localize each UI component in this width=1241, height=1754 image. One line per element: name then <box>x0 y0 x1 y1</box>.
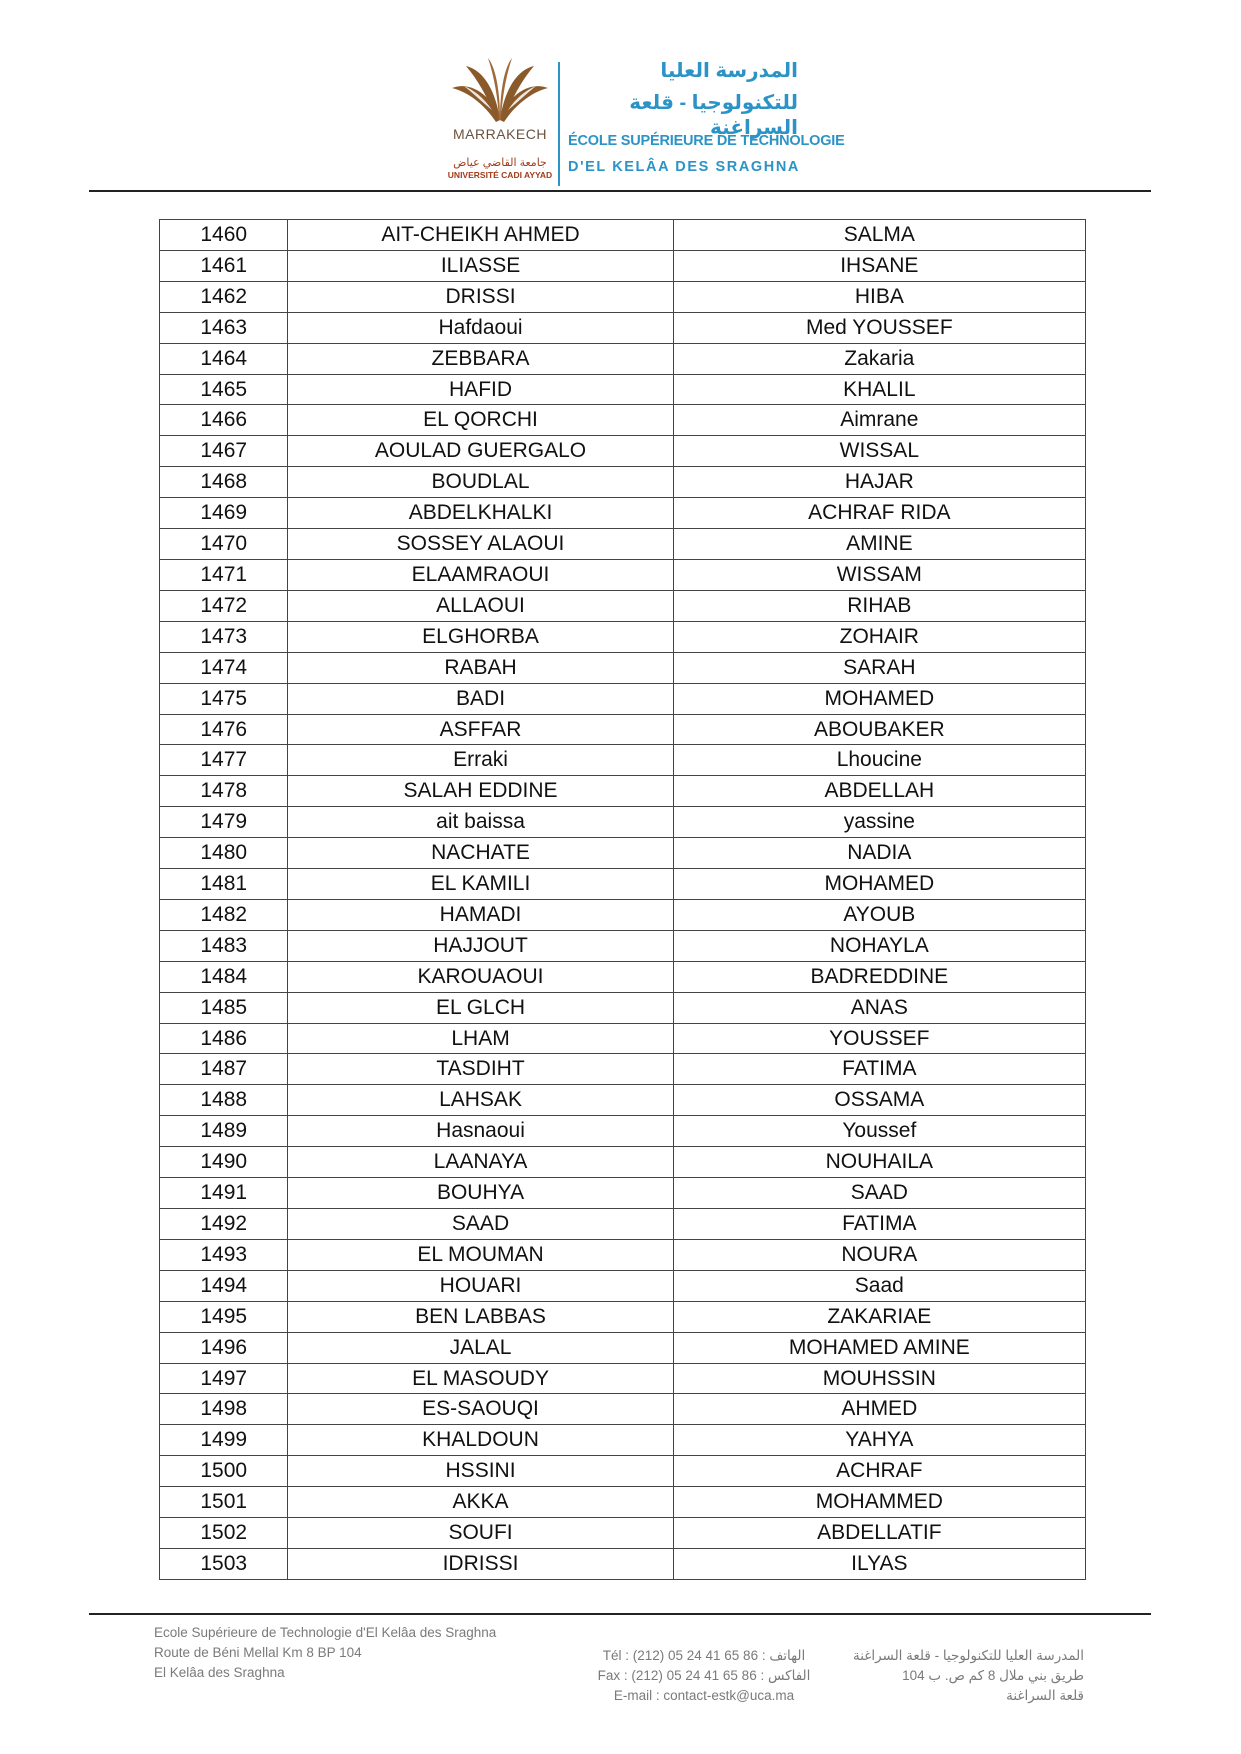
table-row <box>160 714 1086 745</box>
table-row <box>160 1487 1086 1518</box>
table-row <box>160 992 1086 1023</box>
first-name-cell: ACHRAF RIDA <box>673 498 1085 529</box>
row-number-cell: 1494 <box>160 1270 288 1301</box>
last-name-cell: EL GLCH <box>288 992 673 1023</box>
first-name-cell: HIBA <box>673 281 1085 312</box>
last-name-cell: KHALDOUN <box>288 1425 673 1456</box>
table-row <box>160 1548 1086 1579</box>
row-number-cell: 1460 <box>160 220 288 251</box>
row-number-cell: 1485 <box>160 992 288 1023</box>
last-name-cell: HAJJOUT <box>288 930 673 961</box>
school-name-french-line1: ÉCOLE SUPÉRIEURE DE TECHNOLOGIE <box>568 133 845 149</box>
row-number-cell: 1492 <box>160 1209 288 1240</box>
last-name-cell: SOSSEY ALAOUI <box>288 529 673 560</box>
school-name-arabic-line1: المدرسة العليا <box>660 60 798 82</box>
table-row <box>160 220 1086 251</box>
last-name-cell: SALAH EDDINE <box>288 776 673 807</box>
row-number-cell: 1487 <box>160 1054 288 1085</box>
row-number-cell: 1465 <box>160 374 288 405</box>
row-number-cell: 1472 <box>160 590 288 621</box>
first-name-cell: FATIMA <box>673 1054 1085 1085</box>
logo-university-text: UNIVERSITÉ CADI AYYAD <box>447 170 553 180</box>
last-name-cell: HOUARI <box>288 1270 673 1301</box>
footer-road: Route de Béni Mellal Km 8 BP 104 <box>154 1645 362 1660</box>
table-row <box>160 1085 1086 1116</box>
last-name-cell: KAROUAOUI <box>288 961 673 992</box>
row-number-cell: 1483 <box>160 930 288 961</box>
row-number-cell: 1469 <box>160 498 288 529</box>
last-name-cell: JALAL <box>288 1332 673 1363</box>
row-number-cell: 1466 <box>160 405 288 436</box>
school-name-arabic-line2: للتكنولوجيا - قلعة السراغنة <box>629 92 798 139</box>
table-row <box>160 436 1086 467</box>
last-name-cell: HSSINI <box>288 1456 673 1487</box>
first-name-cell: SAAD <box>673 1178 1085 1209</box>
row-number-cell: 1480 <box>160 838 288 869</box>
last-name-cell: ait baissa <box>288 807 673 838</box>
last-name-cell: ALLAOUI <box>288 590 673 621</box>
row-number-cell: 1477 <box>160 745 288 776</box>
first-name-cell: NOHAYLA <box>673 930 1085 961</box>
row-number-cell: 1464 <box>160 343 288 374</box>
row-number-cell: 1461 <box>160 250 288 281</box>
row-number-cell: 1463 <box>160 312 288 343</box>
first-name-cell: RIHAB <box>673 590 1085 621</box>
first-name-cell: MOUHSSIN <box>673 1363 1085 1394</box>
row-number-cell: 1495 <box>160 1301 288 1332</box>
table-row <box>160 652 1086 683</box>
first-name-cell: ACHRAF <box>673 1456 1085 1487</box>
footer-address-french <box>154 1623 496 1683</box>
table-row <box>160 1425 1086 1456</box>
footer-contact <box>588 1646 820 1706</box>
last-name-cell: BEN LABBAS <box>288 1301 673 1332</box>
last-name-cell: SOUFI <box>288 1518 673 1549</box>
footer-fax: Fax : (212) 05 24 41 65 86 : الفاكس <box>597 1668 811 1683</box>
first-name-cell: NOURA <box>673 1239 1085 1270</box>
row-number-cell: 1499 <box>160 1425 288 1456</box>
table-row <box>160 467 1086 498</box>
row-number-cell: 1491 <box>160 1178 288 1209</box>
table-row <box>160 1023 1086 1054</box>
first-name-cell: AMINE <box>673 529 1085 560</box>
table-row <box>160 1332 1086 1363</box>
last-name-cell: Hafdaoui <box>288 312 673 343</box>
table-row <box>160 559 1086 590</box>
header-divider <box>558 62 560 186</box>
first-name-cell: KHALIL <box>673 374 1085 405</box>
row-number-cell: 1501 <box>160 1487 288 1518</box>
first-name-cell: ABOUBAKER <box>673 714 1085 745</box>
first-name-cell: NADIA <box>673 838 1085 869</box>
table-row <box>160 1518 1086 1549</box>
table-row <box>160 776 1086 807</box>
table-row <box>160 899 1086 930</box>
last-name-cell: LAANAYA <box>288 1147 673 1178</box>
last-name-cell: ELAAMRAOUI <box>288 559 673 590</box>
first-name-cell: Lhoucine <box>673 745 1085 776</box>
first-name-cell: FATIMA <box>673 1209 1085 1240</box>
first-name-cell: ABDELLAH <box>673 776 1085 807</box>
first-name-cell: Med YOUSSEF <box>673 312 1085 343</box>
page-header <box>0 0 1241 200</box>
table-row <box>160 405 1086 436</box>
first-name-cell: MOHAMED <box>673 869 1085 900</box>
last-name-cell: HAFID <box>288 374 673 405</box>
footer-city: El Kelâa des Sraghna <box>154 1665 285 1680</box>
last-name-cell: TASDIHT <box>288 1054 673 1085</box>
first-name-cell: yassine <box>673 807 1085 838</box>
first-name-cell: ZOHAIR <box>673 621 1085 652</box>
last-name-cell: BOUHYA <box>288 1178 673 1209</box>
table-row <box>160 1147 1086 1178</box>
first-name-cell: MOHAMMED <box>673 1487 1085 1518</box>
row-number-cell: 1500 <box>160 1456 288 1487</box>
last-name-cell: IDRISSI <box>288 1548 673 1579</box>
last-name-cell: HAMADI <box>288 899 673 930</box>
table-row <box>160 961 1086 992</box>
logo-city-text: MARRAKECH <box>453 126 547 142</box>
first-name-cell: ILYAS <box>673 1548 1085 1579</box>
first-name-cell: WISSAM <box>673 559 1085 590</box>
row-number-cell: 1462 <box>160 281 288 312</box>
row-number-cell: 1497 <box>160 1363 288 1394</box>
last-name-cell: ZEBBARA <box>288 343 673 374</box>
table-row <box>160 498 1086 529</box>
first-name-cell: YAHYA <box>673 1425 1085 1456</box>
footer-address-arabic <box>832 1646 1084 1706</box>
row-number-cell: 1490 <box>160 1147 288 1178</box>
last-name-cell: AKKA <box>288 1487 673 1518</box>
last-name-cell: AIT-CHEIKH AHMED <box>288 220 673 251</box>
row-number-cell: 1475 <box>160 683 288 714</box>
footer-arabic-city: قلعة السراغنة <box>1006 1688 1084 1703</box>
student-list-body <box>160 220 1086 1580</box>
footer-tel: Tél : (212) 05 24 41 65 86 : الهاتف <box>602 1648 806 1663</box>
row-number-cell: 1498 <box>160 1394 288 1425</box>
table-row <box>160 1363 1086 1394</box>
row-number-cell: 1481 <box>160 869 288 900</box>
row-number-cell: 1496 <box>160 1332 288 1363</box>
last-name-cell: DRISSI <box>288 281 673 312</box>
table-row <box>160 250 1086 281</box>
last-name-cell: BADI <box>288 683 673 714</box>
first-name-cell: WISSAL <box>673 436 1085 467</box>
school-name-french-line2: D'EL KELÂA DES SRAGHNA <box>568 159 800 175</box>
first-name-cell: OSSAMA <box>673 1085 1085 1116</box>
logo-arabic-text: جامعة القاضي عياض <box>453 157 547 169</box>
last-name-cell: ABDELKHALKI <box>288 498 673 529</box>
first-name-cell: Youssef <box>673 1116 1085 1147</box>
table-row <box>160 745 1086 776</box>
header-rule <box>89 190 1151 192</box>
row-number-cell: 1488 <box>160 1085 288 1116</box>
table-row <box>160 590 1086 621</box>
table-row <box>160 621 1086 652</box>
table-row <box>160 1394 1086 1425</box>
row-number-cell: 1503 <box>160 1548 288 1579</box>
footer-email: E-mail : contact-estk@uca.ma <box>613 1688 795 1703</box>
first-name-cell: ANAS <box>673 992 1085 1023</box>
table-row <box>160 343 1086 374</box>
last-name-cell: EL MOUMAN <box>288 1239 673 1270</box>
table-row <box>160 1239 1086 1270</box>
table-row <box>160 1178 1086 1209</box>
table-row <box>160 838 1086 869</box>
first-name-cell: IHSANE <box>673 250 1085 281</box>
first-name-cell: AYOUB <box>673 899 1085 930</box>
footer-arabic-road: طريق بني ملال 8 كم ص. ب 104 <box>902 1668 1084 1683</box>
last-name-cell: ES-SAOUQI <box>288 1394 673 1425</box>
row-number-cell: 1474 <box>160 652 288 683</box>
first-name-cell: NOUHAILA <box>673 1147 1085 1178</box>
last-name-cell: ILIASSE <box>288 250 673 281</box>
first-name-cell: Aimrane <box>673 405 1085 436</box>
first-name-cell: AHMED <box>673 1394 1085 1425</box>
first-name-cell: Zakaria <box>673 343 1085 374</box>
first-name-cell: ABDELLATIF <box>673 1518 1085 1549</box>
row-number-cell: 1502 <box>160 1518 288 1549</box>
last-name-cell: EL QORCHI <box>288 405 673 436</box>
footer-arabic-school: المدرسة العليا للتكنولوجيا - قلعة السراغنة <box>852 1648 1084 1663</box>
last-name-cell: AOULAD GUERGALO <box>288 436 673 467</box>
table-row <box>160 1054 1086 1085</box>
row-number-cell: 1482 <box>160 899 288 930</box>
row-number-cell: 1484 <box>160 961 288 992</box>
last-name-cell: LHAM <box>288 1023 673 1054</box>
table-row <box>160 1209 1086 1240</box>
last-name-cell: LAHSAK <box>288 1085 673 1116</box>
row-number-cell: 1470 <box>160 529 288 560</box>
row-number-cell: 1493 <box>160 1239 288 1270</box>
row-number-cell: 1479 <box>160 807 288 838</box>
table-row <box>160 807 1086 838</box>
table-row <box>160 683 1086 714</box>
table-row <box>160 930 1086 961</box>
last-name-cell: EL KAMILI <box>288 869 673 900</box>
first-name-cell: Saad <box>673 1270 1085 1301</box>
first-name-cell: MOHAMED AMINE <box>673 1332 1085 1363</box>
table-row <box>160 1456 1086 1487</box>
row-number-cell: 1476 <box>160 714 288 745</box>
last-name-cell: NACHATE <box>288 838 673 869</box>
table-row <box>160 374 1086 405</box>
last-name-cell: BOUDLAL <box>288 467 673 498</box>
row-number-cell: 1473 <box>160 621 288 652</box>
table-row <box>160 529 1086 560</box>
last-name-cell: Hasnaoui <box>288 1116 673 1147</box>
table-row <box>160 1116 1086 1147</box>
last-name-cell: EL MASOUDY <box>288 1363 673 1394</box>
first-name-cell: ZAKARIAE <box>673 1301 1085 1332</box>
row-number-cell: 1478 <box>160 776 288 807</box>
first-name-cell: HAJAR <box>673 467 1085 498</box>
row-number-cell: 1467 <box>160 436 288 467</box>
first-name-cell: MOHAMED <box>673 683 1085 714</box>
last-name-cell: RABAH <box>288 652 673 683</box>
last-name-cell: ASFFAR <box>288 714 673 745</box>
first-name-cell: SALMA <box>673 220 1085 251</box>
first-name-cell: YOUSSEF <box>673 1023 1085 1054</box>
table-row <box>160 869 1086 900</box>
student-list-table <box>159 219 1086 1580</box>
row-number-cell: 1471 <box>160 559 288 590</box>
footer-school-name: Ecole Supérieure de Technologie d'El Kelâa des Sraghna <box>154 1625 497 1640</box>
footer-rule <box>89 1613 1151 1615</box>
row-number-cell: 1468 <box>160 467 288 498</box>
table-row <box>160 312 1086 343</box>
table-row <box>160 1270 1086 1301</box>
last-name-cell: ELGHORBA <box>288 621 673 652</box>
last-name-cell: SAAD <box>288 1209 673 1240</box>
table-row <box>160 1301 1086 1332</box>
last-name-cell: Erraki <box>288 745 673 776</box>
row-number-cell: 1489 <box>160 1116 288 1147</box>
table-row <box>160 281 1086 312</box>
first-name-cell: SARAH <box>673 652 1085 683</box>
first-name-cell: BADREDDINE <box>673 961 1085 992</box>
row-number-cell: 1486 <box>160 1023 288 1054</box>
